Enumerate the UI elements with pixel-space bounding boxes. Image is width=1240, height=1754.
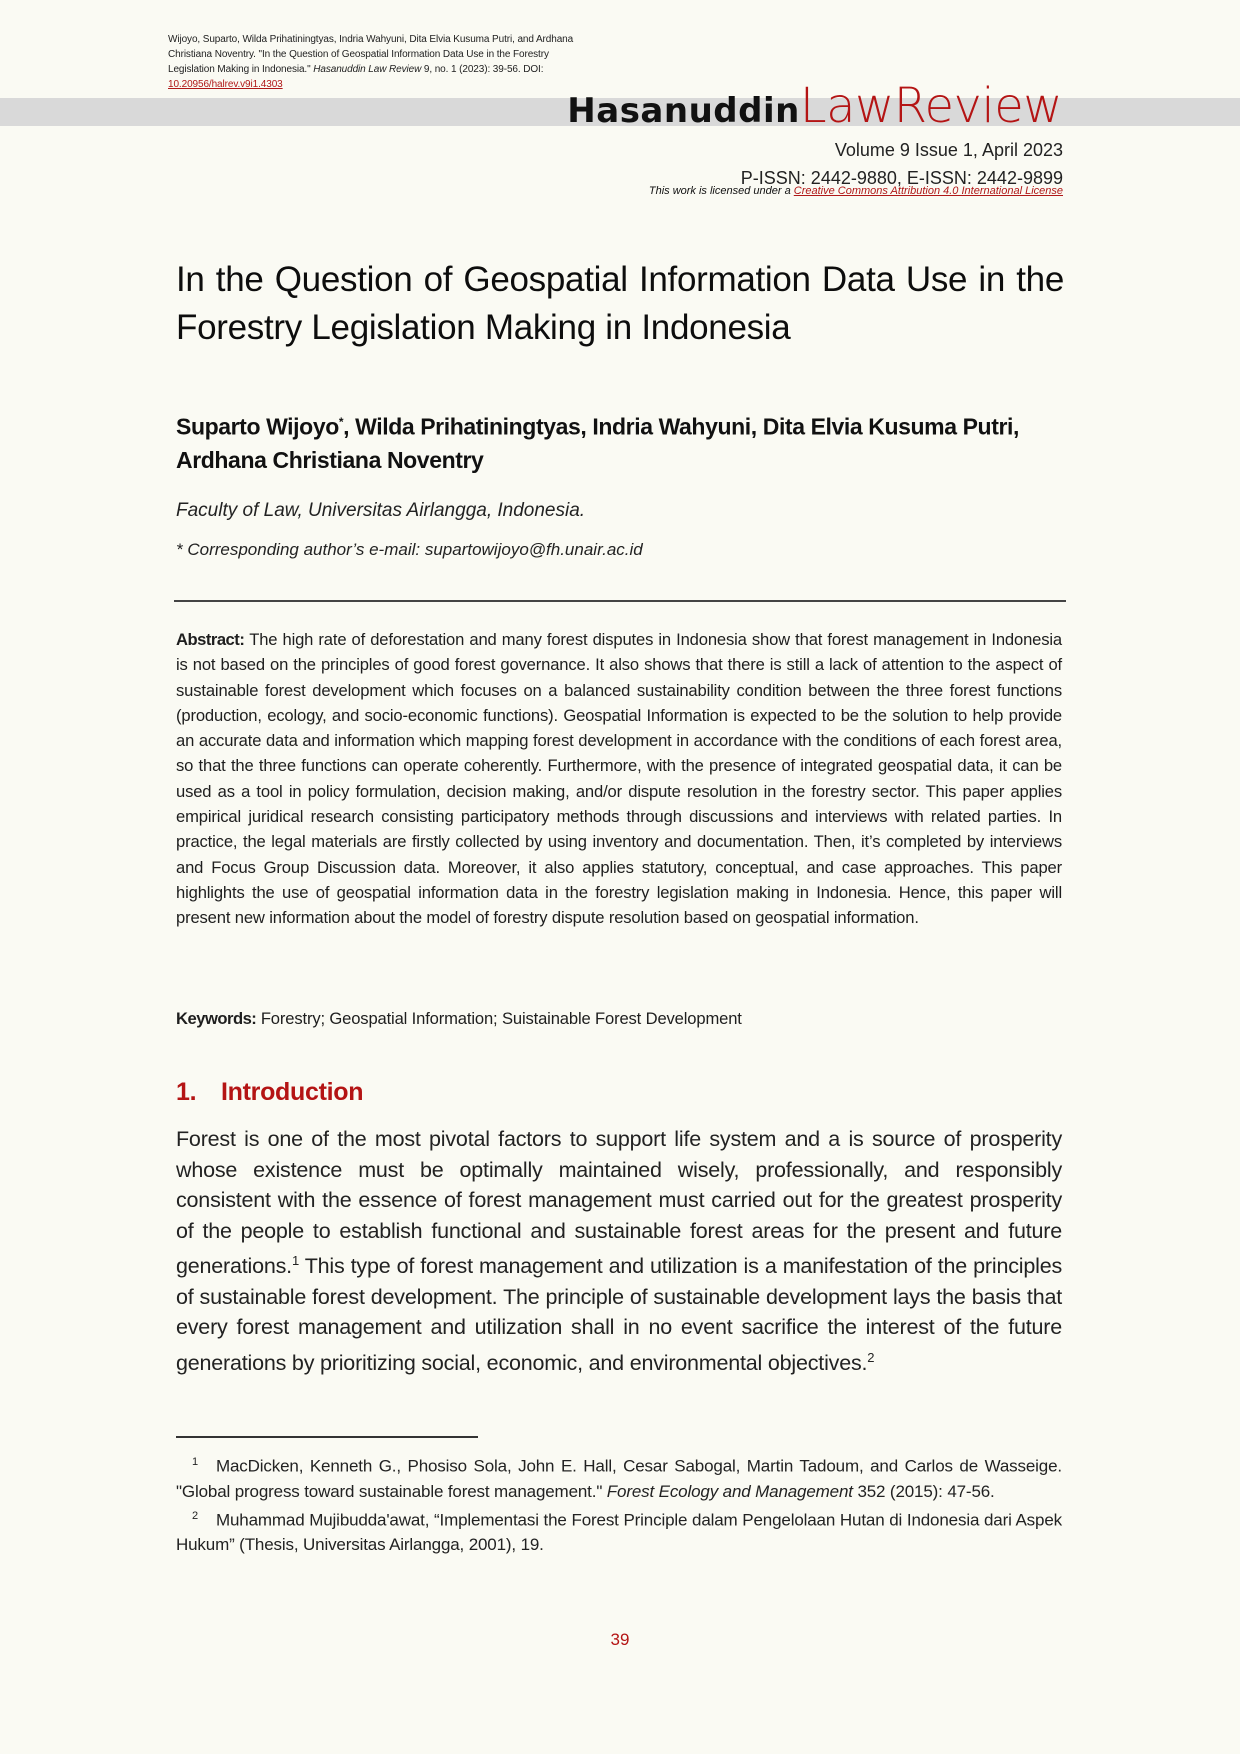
issue-info [741, 136, 1063, 192]
masthead-law-review: LawReview [799, 78, 1062, 134]
footnote-1 [176, 1450, 1062, 1504]
license-link[interactable]: Creative Commons Attribution 4.0 International License [793, 185, 1063, 197]
page-number: 39 [610, 1630, 630, 1649]
citation-journal: Hasanuddin Law Review [313, 64, 422, 75]
divider [174, 600, 1066, 602]
intro-text-1: Forest is one of the most pivotal factors to support life system and a is source of prosperity whose existence must be optimally maintained wisely, professionally, and responsibly consistent with the essence of forest management must carried out for the greatest prosperity of the people to establish functional and sustainable forest areas for the present and future generations. [176, 1127, 1062, 1279]
author-first: Suparto Wijoyo [176, 413, 339, 440]
journal-masthead [567, 78, 1062, 134]
citation-text-2: 9, no. 1 (2023): 39-56. DOI: [421, 64, 544, 75]
masthead-hasanuddin: Hasanuddin [567, 91, 800, 131]
keywords-text: Forestry; Geospatial Information; Suistainable Forest Development [260, 1009, 742, 1028]
footnote-2 [176, 1504, 1062, 1558]
issn: P-ISSN: 2442-9880, E-ISSN: 2442-9899 [740, 168, 1063, 188]
section-title: Introduction [221, 1078, 364, 1106]
license-note [649, 185, 1063, 197]
corresponding-mark: * [338, 415, 344, 429]
affiliation: Faculty of Law, Universitas Airlangga, Indonesia. [176, 500, 586, 521]
footnote-number: 1 [192, 1456, 198, 1468]
section-number: 1. [176, 1078, 197, 1106]
intro-text-2: This type of forest management and utilization is a manifestation of the principles of sustainable forest development. The principle of sustainable development lays the basis that every forest management and utilization shall in no event sacrifice the interest of the future generations by prioritizing social, economic, and environmental objectives. [176, 1254, 1062, 1375]
section-heading [176, 1078, 363, 1107]
keywords [176, 1009, 742, 1029]
footnote-text-2: 352 (2015): 47-56. [852, 1481, 995, 1501]
abstract-text: The high rate of deforestation and many forest disputes in Indonesia show that forest management in Indonesia is not based on the principles of good forest governance. It also shows that there is still a lack of attention to the aspect of sustainable forest development which focuses on a balanced sustainability condition between the three forest functions (production, ecology, and socio-economic functions). Geospatial Information is expected to be the solution to help provide an accurate data and information which mapping forest development in accordance with the conditions of each forest area, so that the three functions can operate coherently. Furthermore, with the presence of integrated geospatial data, it can be used as a tool in policy formulation, decision making, and/or dispute resolution in the forestry sector. This paper applies empirical juridical research consisting participatory methods through discussions and interviews with related parties. In practice, the legal materials are firstly collected by using inventory and documentation. Then, it’s completed by interviews and Focus Group Discussion data. Moreover, it also applies statutory, conceptual, and case approaches. This paper highlights the use of geospatial information data in the forestry legislation making in Indonesia. Hence, this paper will present new information about the model of forestry dispute resolution based on geospatial information. [176, 630, 1063, 928]
volume-issue: Volume 9 Issue 1, April 2023 [834, 140, 1063, 160]
author-list [176, 406, 1064, 477]
keywords-label: Keywords: [176, 1009, 257, 1028]
footnote-journal: Forest Ecology and Management [606, 1481, 853, 1501]
abstract [176, 627, 1062, 931]
license-prefix: This work is licensed under a [648, 185, 794, 197]
abstract-label: Abstract: [176, 630, 245, 649]
citation-text: Wijoyo, Suparto, Wilda Prihatiningtyas, Indria Wahyuni, Dita Elvia Kusuma Putri, and Ardhana Christiana Noventry. "In the Question of Geospatial Information Data Use in the Forestry Legislation Making in Indonesia." [168, 34, 574, 75]
article-title: In the Question of Geospatial Information Data Use in the Forestry Legislation Making in Indonesia [176, 260, 1064, 347]
author-rest: , Wilda Prihatiningtyas, Indria Wahyuni, Dita Elvia Kusuma Putri, Ardhana Christiana Noventry [176, 413, 1019, 473]
doi-link[interactable]: 10.20956/halrev.v9i1.4303 [168, 79, 283, 90]
footnote-ref-1[interactable]: 1 [291, 1253, 299, 1268]
footnote-text: Muhammad Mujibudda'awat, “Implementasi the Forest Principle dalam Pengelolaan Hutan di Indonesia dari Aspek Hukum” (Thesis, Universitas Airlangga, 2001), 19. [176, 1510, 1062, 1555]
footnote-text: MacDicken, Kenneth G., Phosiso Sola, John E. Hall, Cesar Sabogal, Martin Tadoum, and Carlos de Wasseige. "Global progress toward sustainable forest management." [176, 1456, 1062, 1501]
footnote-number: 2 [192, 1509, 198, 1522]
footnote-divider [176, 1436, 478, 1438]
suggested-citation [168, 32, 578, 92]
corresponding-email: * Corresponding author’s e-mail: supartowijoyo@fh.unair.ac.id [176, 540, 643, 559]
footnotes [176, 1450, 1062, 1557]
intro-paragraph [176, 1124, 1062, 1378]
footnote-ref-2[interactable]: 2 [867, 1349, 875, 1365]
